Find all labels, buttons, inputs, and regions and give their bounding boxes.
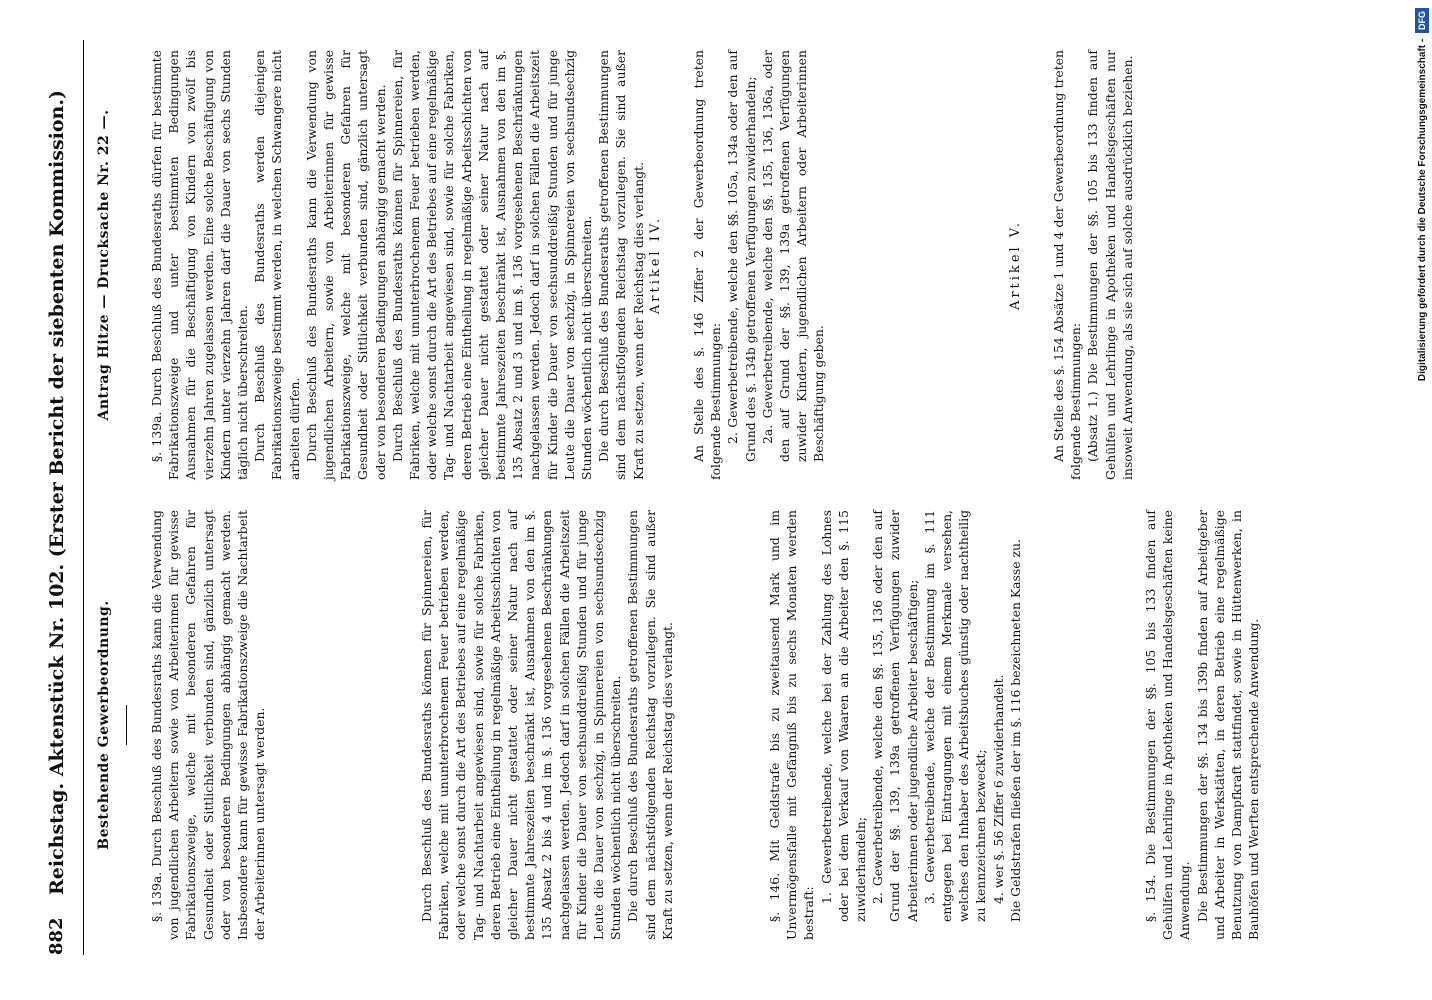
left-para-139a xyxy=(148,510,268,940)
right-vorlegen-text: Die durch Beschluß des Bundesraths getroffenen Bestimmungen sind dem nächstfolgenden Reichstag vorzulegen. Sie sind außer Kraft zu setzen, wenn der Reichstag dies verlangt. xyxy=(596,50,646,480)
right-column-title: Antrag Hitze — Drucksache Nr. 22 —. xyxy=(96,109,112,421)
right-154-abs1: (Absatz 1.) Die Bestimmungen der §§. 105 bis 133 finden auf Gehülfen und Lehrlinge in Apotheken und Handelsgeschäften nur insoweit Anwendung, als sie sich auf solche ausdrücklich beziehen. xyxy=(1085,50,1135,480)
left-vorlegen-text: Die durch Beschluß des Bundesraths getroffenen Bestimmungen sind dem nächstfolgenden Reichstag vorzulegen. Sie sind außer Kraft zu setzen, wenn der Reichstag dies verlangt. xyxy=(625,510,675,940)
left-title-rule xyxy=(126,705,127,745)
left-para-154 xyxy=(1142,510,1262,940)
left-139a-text: §. 139a. Durch Beschluß des Bundesraths kann die Verwendung von jugendlichen Arbeitern sowie von Arbeiterinnen für gewisse Fabrikationszweige, welche mit besonderen Gefahren für Gesundheit oder Sittlichkeit verbunden sind, gänzlich untersagt oder von besonderen Bedingungen abhängig gemacht werden. Insbesondere kann für gewisse Fabrikationszweige die Nachtarbeit der Arbeiterinnen untersagt werden. xyxy=(149,510,268,940)
right-schwangere-text: Durch Beschluß des Bundesraths werden diejenigen Fabrikationszweige bestimmt werden, in welchen Schwangere nicht arbeiten dürfen. xyxy=(252,50,302,480)
left-146-item-3: 3. Gewerbetreibende, welche der Bestimmung im §. 111 entgegen bei Eintragungen mit einem Merkmale versehen, welches den Inhaber des Arbeitsbuches günstig oder nachtheilig zu kennzeichnen bezweckt; xyxy=(921,510,989,922)
left-para-spinnereien xyxy=(418,510,676,940)
right-146-item-2: 2. Gewerbetreibende, welche den §§. 105a, 134a oder den auf Grund des §. 134b getroffenen Verfügungen zuwiderhandeln; xyxy=(725,50,758,462)
right-139a-text: §. 139a. Durch Beschluß des Bundesraths dürfen für bestimmte Fabrikationszweige und unter bestimmten Bedingungen Ausnahmen für die Beschäftigung von Kindern von zwölf bis vierzehn Jahren zugelassen werden. Eine solche Beschäftigung von Kindern unter vierzehn Jahren darf die Dauer von sechs Stunden täglich nicht überschreiten. xyxy=(149,50,251,480)
digitization-note xyxy=(1413,0,1432,1000)
running-head: Reichstag. Aktenstück Nr. 102. (Erster Bericht der siebenten Kommission.) xyxy=(46,90,68,895)
page-number: 882 xyxy=(46,917,67,955)
left-154-text: §. 154. Die Bestimmungen der §§. 105 bis 133 finden auf Gehülfen und Lehrlinge in Apotheken und Handelsgeschäften keine Anwendung. xyxy=(1143,510,1193,940)
right-146-text: An Stelle des §. 146 Ziffer 2 der Gewerbeordnung treten folgende Bestimmungen: xyxy=(691,50,724,480)
left-146-geldstrafen: Die Geldstrafen fließen der im §. 116 bezeichneten Kasse zu. xyxy=(1007,539,1023,922)
right-verwendung-text: Durch Beschluß des Bundesraths kann die Verwendung von jugendlichen Arbeitern, sowie von Arbeiterinnen für gewisse Fabrikationszweige, welche mit besonderen Gefahren für Gesundheit oder Sittlichkeit verbunden sind, gänzlich untersagt oder von besonderen Bedingungen abhängig gemacht werden. xyxy=(303,50,388,480)
right-artikel-v: Artikel V. xyxy=(1008,219,1023,311)
left-146-text: §. 146. Mit Geldstrafe bis zu zweitausend Mark und im Unvermögensfalle mit Gefängniß bis zu sechs Monaten werden bestraft: xyxy=(767,510,817,940)
header-rule xyxy=(83,40,84,955)
right-para-139a xyxy=(148,50,647,480)
left-para-146 xyxy=(766,510,1024,940)
right-artikel-iv-body xyxy=(690,50,828,480)
left-spinnereien-text: Durch Beschluß des Bundesraths können für Spinnereien, für Fabriken, welche mit ununterbrochenem Feuer betrieben werden, oder welche sonst durch die Art des Betriebes auf eine regelmäßige Tag- und Nachtarbeit angewiesen sind, sowie für solche Fabriken, deren Betrieb eine Eintheilung in regelmäßige Arbeitsschichten von gleicher Dauer nicht gestattet oder seiner Natur nach auf bestimmte Jahreszeiten beschränkt ist, Ausnahmen von den im §. 135 Absatz 2 bis 4 und im §. 136 vorgesehenen Beschränkungen nachgelassen werden. Jedoch darf in solchen Fällen die Arbeitszeit für Kinder die Dauer von sechsunddreißig Stunden und für junge Leute die Dauer von sechzig, in Spinnereien von sechsundsechzig Stunden wöchentlich nicht überschreiten. xyxy=(419,510,624,940)
right-146-item-2a: 2a. Gewerbetreibende, welche den §§. 135, 136, 136a, oder den auf Grund der §§. 139, 139a getroffenen Verfügungen zuwider Kindern, jugendlichen Arbeitern oder Arbeiterinnen Beschäftigung geben. xyxy=(759,50,827,462)
left-146-item-4: 4. wer §. 56 Ziffer 6 zuwiderhandelt. xyxy=(990,674,1006,904)
dfg-logo: DFG xyxy=(1415,8,1429,33)
digitization-credit: Digitalisierung gefördert durch die Deutsche Forschungsgemeinschaft - xyxy=(1417,38,1428,382)
left-154-abs2: Die Bestimmungen der §§. 134 bis 139b finden auf Arbeitgeber und Arbeiter in Werkstätten, in deren Betrieb eine regelmäßige Benutzung von Dampfkraft stattfindet, sowie in Hüttenwerken, in Bauhöfen und Werften entsprechende Anwendung. xyxy=(1194,510,1262,940)
right-artikel-v-body xyxy=(1050,50,1136,480)
right-artikel-iv: Artikel IV. xyxy=(648,215,663,315)
left-146-item-2: 2. Gewerbetreibende, welche den §§. 135, 136 oder den auf Grund der §§. 139, 139a getroffenen Verfügungen zuwider Arbeiterinnen oder jugendliche Arbeiter beschäftigen; xyxy=(870,510,920,922)
right-spinnereien-text: Durch Beschluß des Bundesraths können für Spinnereien, für Fabriken, welche mit ununterbrochenem Feuer betrieben werden, oder welche sonst durch die Art des Betriebes auf eine regelmäßige Tag- und Nachtarbeit angewiesen sind, sowie für solche Fabriken, deren Betrieb eine Eintheilung in regelmäßige Arbeitsschichten von gleicher Dauer nicht gestattet oder seiner Natur nach auf bestimmte Jahreszeiten beschränkt ist, Ausnahmen von den im §. 135 Absatz 2 und 3 und im §. 136 vorgesehenen Beschränkungen nachgelassen werden. Jedoch darf in solchen Fällen die Arbeitszeit für Kinder die Dauer von sechsunddreißig Stunden und für junge Leute die Dauer von sechzig, in Spinnereien von sechsundsechzig Stunden wöchentlich nicht überschreiten. xyxy=(389,50,595,480)
page-header xyxy=(40,40,84,955)
left-column-title: Bestehende Gewerbeordnung. xyxy=(96,600,112,850)
left-146-item-1: 1. Gewerbetreibende, welche bei der Zahlung des Lohnes oder bei dem Verkauf von Waaren an die Arbeiter den §. 115 zuwiderhandeln; xyxy=(818,510,869,922)
right-154-text: An Stelle des §. 154 Absätze 1 und 4 der Gewerbeordnung treten folgende Bestimmungen: xyxy=(1051,50,1084,480)
